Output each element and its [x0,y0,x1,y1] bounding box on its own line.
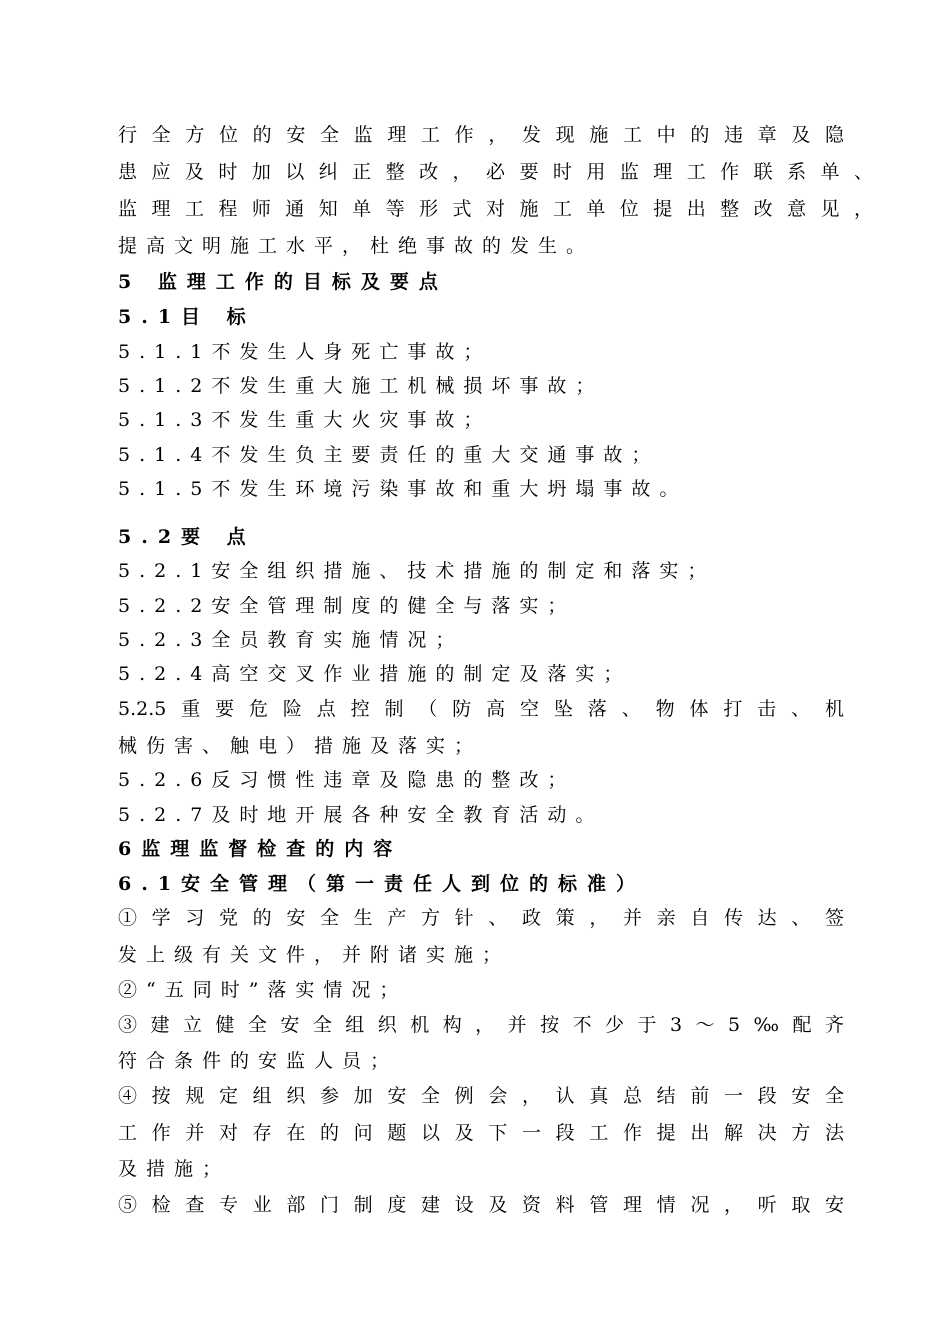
check-item: 及措施； [118,1158,231,1180]
check-item: ④按规定组织参加安全例会，认真总结前一段安全 [118,1085,844,1107]
paragraph-line: 监理工程师通知单等形式对施工单位提出整改意见， [118,198,873,220]
check-item: 发上级有关文件，并附诸实施； [118,944,511,966]
goal-item: 5.1.2不发生重大施工机械损坏事故； [118,375,604,397]
point-item: 5.2.4高空交叉作业措施的制定及落实； [118,663,632,685]
goal-item: 5.1.3不发生重大火灾事故； [118,409,492,431]
goal-item: 5.1.1不发生人身死亡事故； [118,341,492,363]
point-item: 5.2.3全员教育实施情况； [118,629,464,651]
paragraph-line: 行全方位的安全监理工作，发现施工中的违章及隐 [118,124,844,146]
paragraph-line: 提高文明施工水平，杜绝事故的发生。 [118,235,595,257]
section-heading-6-1: 6.1安全管理（第一责任人到位的标准） [118,873,646,895]
point-item: 5.2.5重要危险点控制（防高空坠落、物体打击、机 [118,698,844,720]
goal-item: 5.1.4不发生负主要责任的重大交通事故； [118,444,660,466]
check-item: ③建立健全安全组织机构，并按不少于3～5‰配齐 [118,1014,844,1036]
section-heading-5-1: 5.1目 标 [118,306,256,328]
check-item: ②“五同时”落实情况； [118,979,408,1001]
point-item: 5.2.2安全管理制度的健全与落实； [118,595,576,617]
check-item: ⑤检查专业部门制度建设及资料管理情况，听取安 [118,1194,844,1216]
check-item: ①学习党的安全生产方针、政策，并亲自传达、签 [118,907,844,929]
paragraph-line: 患应及时加以纠正整改，必要时用监理工作联系单、 [118,161,873,183]
point-item: 5.2.1安全组织措施、技术措施的制定和落实； [118,560,716,582]
section-heading-6: 6监理监督检查的内容 [118,838,403,860]
goal-item: 5.1.5不发生环境污染事故和重大坍塌事故。 [118,478,688,500]
section-heading-5-2: 5.2要 点 [118,526,256,548]
point-item: 械伤害、触电）措施及落实； [118,735,483,757]
point-item: 5.2.6反习惯性违章及隐患的整改； [118,769,576,791]
section-heading-5: 5 监理工作的目标及要点 [118,271,448,293]
check-item: 符合条件的安监人员； [118,1050,399,1072]
point-item: 5.2.7及时地开展各种安全教育活动。 [118,804,604,826]
check-item: 工作并对存在的问题以及下一段工作提出解决方法 [118,1122,844,1144]
